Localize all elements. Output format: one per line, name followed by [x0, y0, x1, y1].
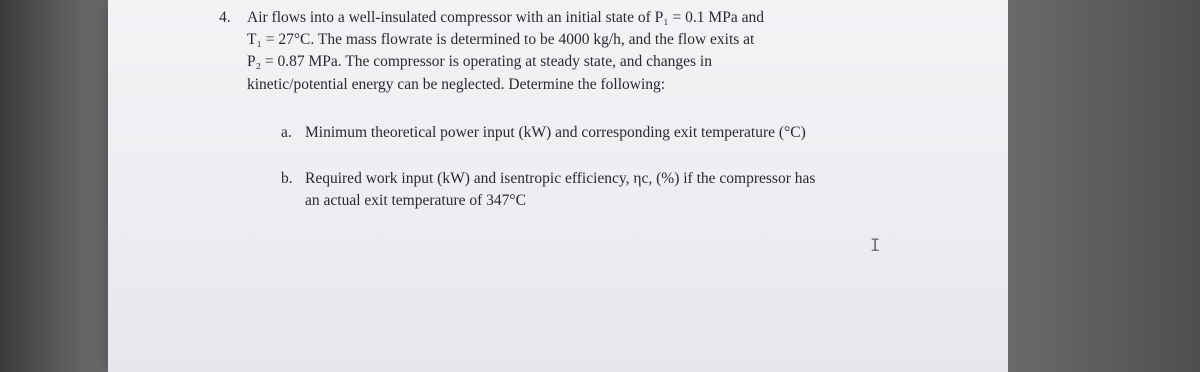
- question-line-2: T₁ = 27°C. The mass flowrate is determined to be 4000 kg/h, and the flow exits at: [247, 31, 755, 48]
- part-b-text-line-1: Required work input (kW) and isentropic efficiency, ηc, (%) if the compressor has: [305, 170, 816, 187]
- question-line-4: kinetic/potential energy can be neglected. Determine the following:: [247, 76, 666, 93]
- text-cursor-icon: I: [870, 236, 881, 256]
- document-page: [108, 0, 1008, 372]
- part-b-text-line-2: an actual exit temperature of 347°C: [305, 192, 526, 209]
- question-number: 4.: [219, 9, 231, 26]
- part-b-label: b.: [281, 170, 293, 187]
- question-line-1: Air flows into a well-insulated compressor with an initial state of P₁ = 0.1 MPa and: [247, 9, 764, 26]
- part-a-label: a.: [281, 124, 292, 141]
- question-line-3: P₂ = 0.87 MPa. The compressor is operating at steady state, and changes in: [247, 53, 712, 70]
- part-a-text: Minimum theoretical power input (kW) and corresponding exit temperature (°C): [305, 124, 806, 141]
- background-right: [1008, 0, 1200, 372]
